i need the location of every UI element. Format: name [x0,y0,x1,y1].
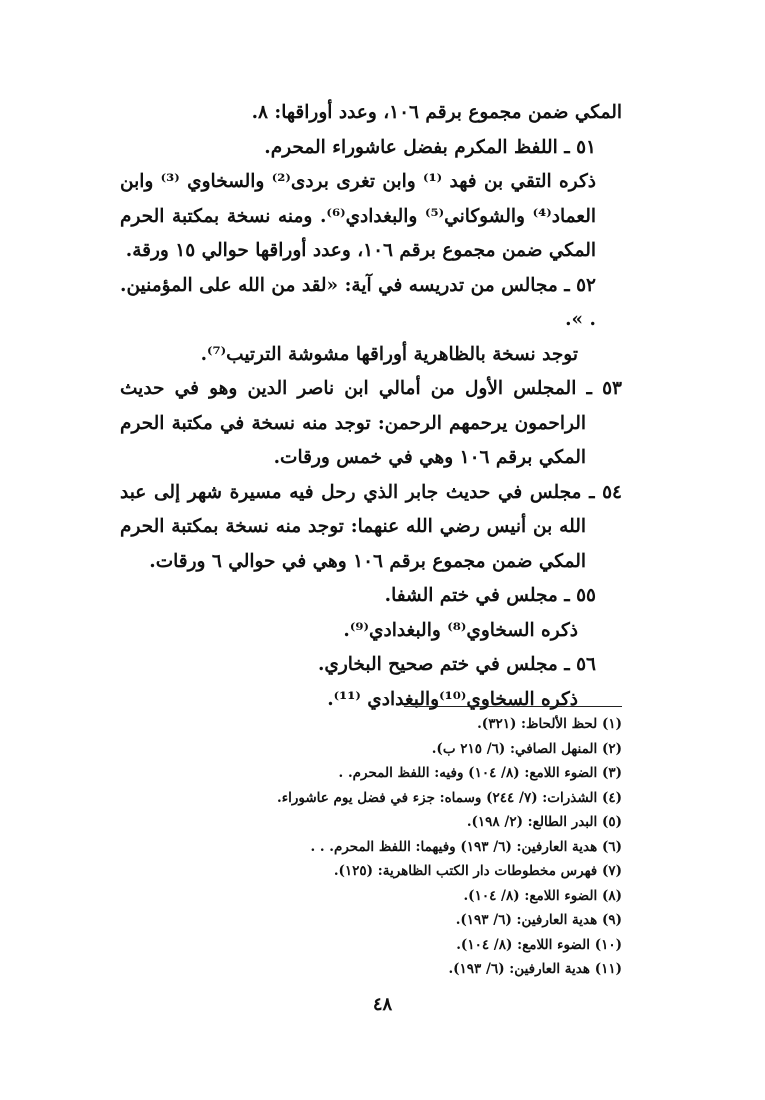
footnote-10: (١٠) الضوء اللامع: (٨/ ١٠٤). [456,936,622,953]
entry-52-description: توجد نسخة بالظاهرية أوراقها مشوشة الترتيب⁽⁷⁾. [200,343,578,365]
footnote-7: (٧) فهرس مخطوطات دار الكتب الظاهرية: (١٢٥). [333,863,622,879]
footnote-6: (٦) هدية العارفين: (٦/ ١٩٣) وفيهما: اللفظ المحرم. . . [310,838,622,855]
entry-56-title: ٥٦ ـ مجلس في ختم صحيح البخاري. [317,654,596,675]
footnote-5: (٥) البدر الطالع: (٢/ ١٩٨). [466,814,622,830]
main-text [120,96,622,717]
entry-55-description: ذكره السخاوي⁽⁸⁾ والبغدادي⁽⁹⁾. [343,619,578,641]
footnote-9: (٩) هدية العارفين: (٦/ ١٩٣). [455,912,622,928]
footnotes [190,712,622,982]
entry-51-title: ٥١ ـ اللفظ المكرم بفضل عاشوراء المحرم. [264,136,596,158]
footnote-11: (١١) هدية العارفين: (٦/ ١٩٣). [448,961,622,977]
footnote-4: (٤) الشذرات: (٧/ ٢٤٤) وسماه: جزء في فضل يوم عاشوراء. [277,789,622,806]
footnote-3: (٣) الضوء اللامع: (٨/ ١٠٤) وفيه: اللفظ المحرم. . [338,765,622,781]
entry-54: ٥٤ ـ مجلس في حديث جابر الذي رحل فيه مسيرة شهر إلى عبد الله بن أنيس رضي الله عنهما: توجد منه نسخة بمكتبة الحرم المكي ضمن مجموع برقم ١٠٦ وهي في حوالي ٦ ورقات. [120,481,622,572]
entry-52-title: ٥٢ ـ مجالس من تدريسه في آية: «لقد من الله على المؤمنين. . ». [120,274,596,330]
footnote-1: (١) لحظ الألحاظ: (٣٢١). [477,716,622,732]
entry-56-description: ذكره السخاوي⁽¹⁰⁾والبغدادي ⁽¹¹⁾. [327,688,578,710]
entry-51-description: ذكره التقي بن فهد ⁽¹⁾ وابن تغرى بردى⁽²⁾ والسخاوي ⁽³⁾ وابن العماد⁽⁴⁾ والشوكاني⁽⁵⁾ والبغدادي⁽⁶⁾. ومنه نسخة بمكتبة الحرم المكي ضمن مجموع برقم ١٠٦، وعدد أوراقها حوالي ١٥ ورقة. [120,171,597,261]
footnote-8: (٨) الضوء اللامع: (٨/ ١٠٤). [463,887,622,904]
footnote-separator [404,706,622,707]
entry-55-title: ٥٥ ـ مجلس في ختم الشفا. [384,585,596,606]
page-number: ٤٨ [372,994,393,1015]
paragraph-continuation: المكي ضمن مجموع برقم ١٠٦، وعدد أوراقها: ٨. [251,102,622,123]
entry-53: ٥٣ ـ المجلس الأول من أمالي ابن ناصر الدين وهو في حديث الراحمون يرحمهم الرحمن: توجد منه نسخة في مكتبة الحرم المكي برقم ١٠٦ وهي في خمس ورقات. [120,378,622,468]
footnote-2: (٢) المنهل الصافي: (٦/ ٢١٥ ب). [431,740,622,757]
